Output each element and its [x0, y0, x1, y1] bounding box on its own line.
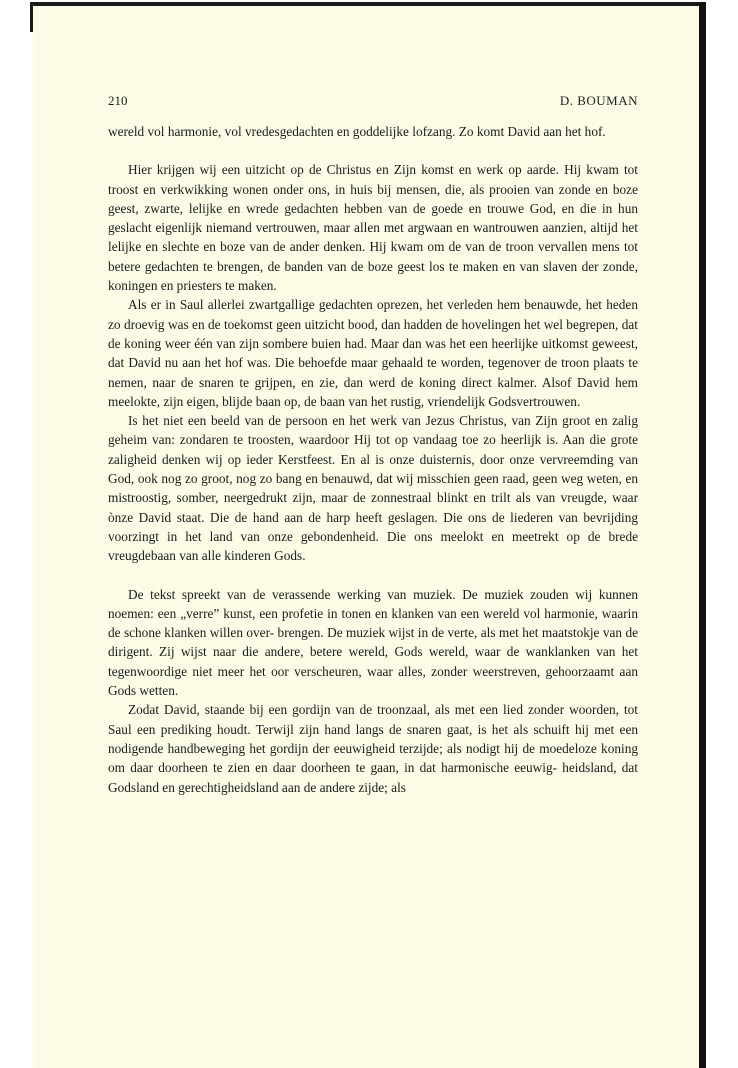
scan-border-right — [699, 2, 706, 1068]
body-text — [108, 122, 638, 797]
paragraph: Hier krijgen wij een uitzicht op de Christus en Zijn komst en werk op aarde. Hij kwam tot troost en verkwikking wonen onder ons, in huis bij mensen, die, als prooien van zonde en boze geest, zwarte, lelijke en wrede gedachten hebben van de goede en trouwe God, en die in hun geslacht eigenlijk niemand vertrouwen, maar allen met argwaan en wantrouwen aanzien, altijd het lelijke en slechte en boze van de ander denken. Hij kwam om de van de troon vervallen mens tot betere gedachten te brengen, de banden van de boze geest los te maken en van slaven der zonde, koningen en priesters te maken. — [108, 162, 638, 294]
running-head-author: D. BOUMAN — [559, 93, 638, 108]
page-number: 210 — [108, 93, 128, 108]
paragraph: De tekst spreekt van de verassende werking van muziek. De muziek zouden wij kunnen noemen: een „verre” kunst, een profetie in tonen en klanken van een wereld vol harmonie, waarin de schone klanken willen over- brengen. De muziek wijst in de verte, als met het maatstokje van de dirigent. Zij wijst naar die andere, betere wereld, Gods wereld, waar de wanklanken van het tegenwoordige niet meer het oor verscheuren, waar alles, zonder weerstreven, gehoorzaamt aan Gods wetten. — [108, 586, 638, 699]
paragraph: Is het niet een beeld van de persoon en het werk van Jezus Christus, van Zijn groot en zalig geheim van: zondaren te troosten, waardoor Hij tot op vandaag toe zo heerlijk is. Aan die grote zaligheid denken wij op ieder Kerstfeest. En al is onze duisternis, door onze vervreemding van God, ook nog zo groot, nog zo bang en benauwd, dat wij misschien geen raad, geen weg weten, en mistroostig, somber, neergedrukt zijn, maar de zonnestraal blinkt en trilt als van vreugde, waar ònze David staat. Die de hand aan de harp heeft geslagen. Die ons de liederen van bevrijding voorzingt in het land van onze gebondenheid. Die ons meelokt en meetrekt op de brede vreugdebaan van alle kinderen Gods. — [108, 413, 638, 564]
paragraph: Zodat David, staande bij een gordijn van de troonzaal, als met een lied zonder woorden, tot Saul een prediking houdt. Terwijl zijn hand langs de snaren gaat, is het als schuift hij met een nodigende handbeweging het gordijn der eeuwigheid terzijde; als nodigt hij de moedeloze koning om daar doorheen te zien en daar doorheen te gaan, in dat harmonische eeuwig- heidsland, dat Godsland en gerechtigheidsland aan de andere zijde; als — [108, 702, 638, 795]
paragraph: wereld vol harmonie, vol vredesgedachten en goddelijke lofzang. Zo komt David aan het hof. — [108, 124, 606, 139]
paragraph: Als er in Saul allerlei zwartgallige gedachten oprezen, het verleden hem benauwde, het heden zo droevig was en de toekomst geen uitzicht bood, dan hadden de hovelingen het wel begrepen, dat de koning weer één van zijn sombere buien had. Maar dan was het een heerlijke uitkomst geweest, dat David nu aan het hof was. Die behoefde maar gehaald te worden, tegenover de troon plaats te nemen, naar de snaren te grijpen, en zie, dan werd de koning direct kalmer. Alsof David hem meelokte, zijn eigen, blijde baan op, de baan van het rustig, vriendelijk Godsvertrouwen. — [108, 297, 638, 409]
